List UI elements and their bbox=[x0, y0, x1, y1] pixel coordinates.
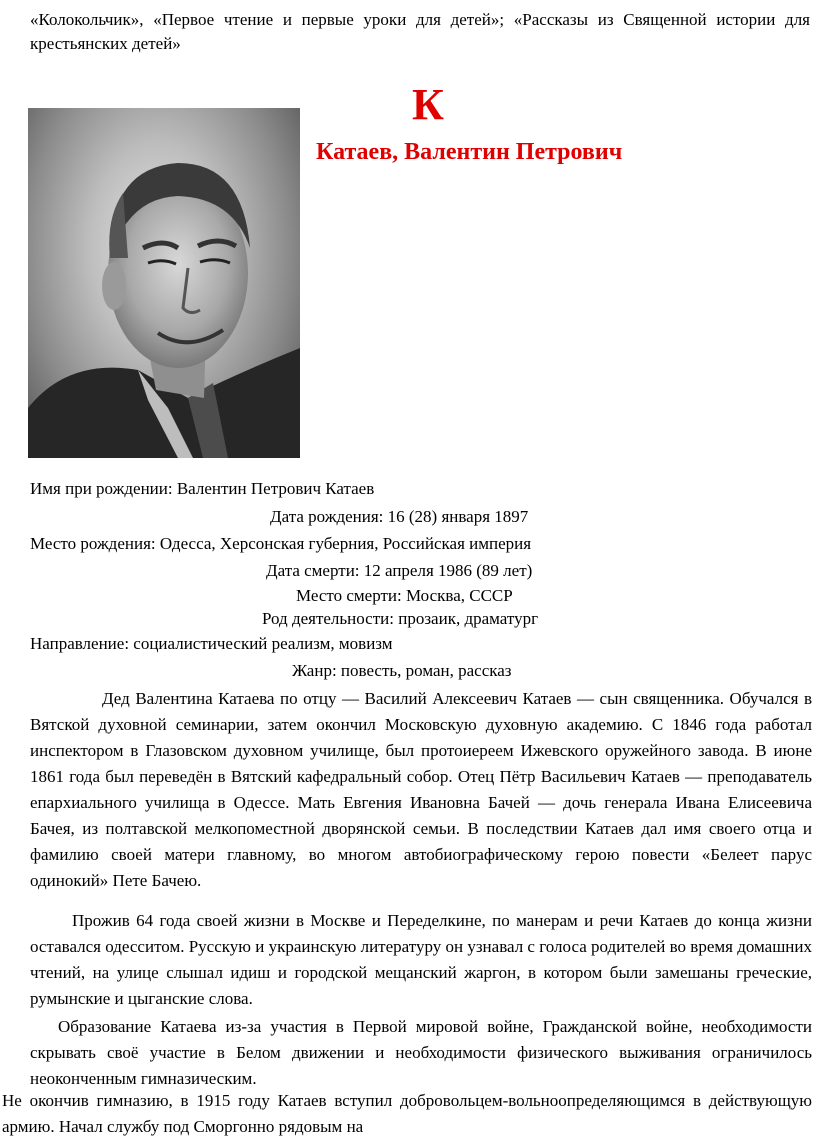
author-name-heading: Катаев, Валентин Петрович bbox=[316, 139, 623, 165]
paragraph-army: Не окончив гимназию, в 1915 году Катаев вступил добровольцем-вольноопределяющимся в действующую армию. Начал службу под Сморгонно рядовым на bbox=[2, 1091, 812, 1136]
paragraph-education: Образование Катаева из-за участия в Первой мировой войне, Гражданской войне, необходимости скрывать своё участие в Белом движении и необходимости физического выживания ограничилось неоконченным гимназическим. bbox=[30, 1017, 812, 1088]
birth-date-line: Дата рождения: 16 (28) января 1897 bbox=[270, 507, 529, 526]
death-date-line: Дата смерти: 12 апреля 1986 (89 лет) bbox=[266, 561, 533, 580]
paragraph-odessa: Прожив 64 года своей жизни в Москве и Переделкине, по манерам и речи Катаев до конца жизни оставался одесситом. Русскую и украинскую литературу он узнавал с голоса родителей во время домашних чтений, на улице слышал идиш и городской мещанский жаргон, в котором были замешаны греческие, румынские и цыганские слова. bbox=[30, 911, 812, 1008]
occupation-line: Род деятельности: прозаик, драматург bbox=[262, 609, 539, 628]
death-place-line: Место смерти: Москва, СССР bbox=[296, 586, 513, 605]
direction-line: Направление: социалистический реализм, мовизм bbox=[30, 634, 393, 653]
intro-text: «Колокольчик», «Первое чтение и первые уроки для детей»; «Рассказы из Священной истории для крестьянских детей» bbox=[30, 10, 810, 53]
paragraph-family: Дед Валентина Катаева по отцу — Василий Алексеевич Катаев — сын священника. Обучался в Вятской духовной семинарии, затем окончил Московскую духовную академию. С 1846 года работал инспектором в Глазовском духовном училище, был протоиереем Ижевского оружейного завода. В июне 1861 года был переведён в Вятский кафедральный собор. Отец Пётр Васильевич Катаев — преподаватель епархиального училища в Одессе. Мать Евгения Ивановна Бачей — дочь генерала Ивана Елисеевича Бачея, из полтавской мелкопоместной дворянской семьи. В последствии Катаев дал имя своего отца и фамилию своей матери главному, во многом автобиографическому герою повести «Белеет парус одинокий» Пете Бачею. bbox=[30, 689, 812, 890]
birth-name-line: Имя при рождении: Валентин Петрович Катаев bbox=[30, 479, 375, 498]
genre-line: Жанр: повесть, роман, рассказ bbox=[292, 661, 512, 680]
birth-place-line: Место рождения: Одесса, Херсонская губерния, Российская империя bbox=[30, 534, 532, 553]
portrait-drawing bbox=[28, 108, 300, 458]
author-portrait-image bbox=[28, 108, 300, 458]
section-letter: К bbox=[412, 80, 444, 129]
